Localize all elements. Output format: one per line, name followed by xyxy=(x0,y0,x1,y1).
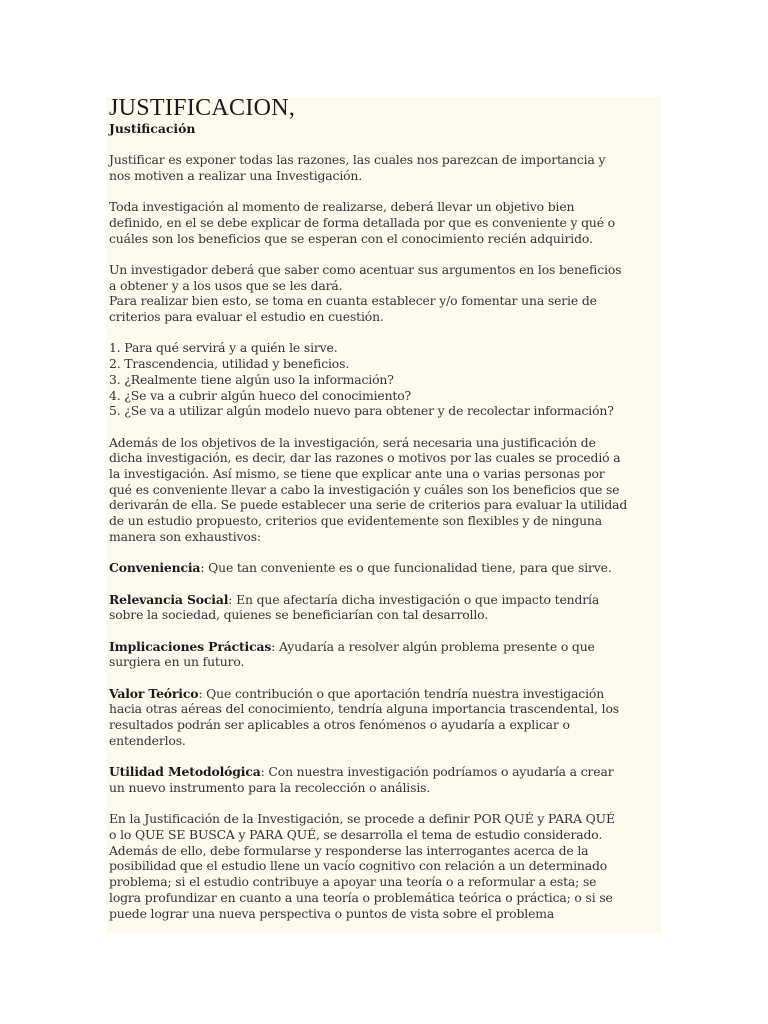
list-item: 2. Trascendencia, utilidad y beneficios. xyxy=(109,356,350,372)
text-line: criterios para evaluar el estudio en cuestión. xyxy=(109,309,384,324)
text-line: problema; si el estudio contribuye a apoyar una teoría o a reformular a esta; se xyxy=(109,874,597,890)
criterion-description: : Ayudaría a resolver algún problema presente o que xyxy=(271,638,595,654)
text-line: derivarán de ella. Se puede establecer una serie de criterios para evaluar la utilidad xyxy=(109,497,628,513)
criterion-description: : Con nuestra investigación podríamos o ayudaría a crear xyxy=(260,764,614,780)
text-line xyxy=(109,592,657,608)
text-line: definido, en el se debe explicar de forma detallada por que es conveniente y qué o xyxy=(109,214,615,230)
criterion-relevancia-social xyxy=(109,592,657,623)
text-line: hacia otras aéreas del conocimiento, tendría alguna importancia trascendental, los xyxy=(109,701,619,717)
text-line: cuáles son los beneficios que se esperan con el conocimiento recién adquirido. xyxy=(109,230,593,246)
criterion-implicaciones-practicas xyxy=(109,639,657,670)
text-line: un nuevo instrumento para la recolección o análisis. xyxy=(109,779,431,795)
list-item: 3. ¿Realmente tiene algún uso la información? xyxy=(109,371,394,387)
text-line: sobre la sociedad, quienes se beneficiarían con tal desarrollo. xyxy=(109,607,489,623)
text-line: a obtener y a los usos que se les dará. xyxy=(109,277,343,293)
text-line xyxy=(109,560,657,576)
text-line: En la Justificación de la Investigación, se procede a definir POR QUÉ y PARA QUÉ xyxy=(109,811,615,827)
intro-paragraph xyxy=(109,152,657,183)
document-title: JUSTIFICACION, xyxy=(109,97,296,121)
text-line: surgiera en un futuro. xyxy=(109,654,245,670)
criteria-list xyxy=(109,340,657,419)
text-line: logra profundizar en cuanto a una teoría o problemática teórica o práctica; o si se xyxy=(109,889,613,905)
text-line: manera son exhaustivos: xyxy=(109,528,261,544)
text-line xyxy=(109,639,657,655)
text-line: posibilidad que el estudio llene un vacío cognitivo con relación a un determinado xyxy=(109,858,608,874)
document-body xyxy=(109,152,657,921)
text-line: Además de ello, debe formularse y responderse las interrogantes acerca de la xyxy=(109,842,589,858)
criterion-term: Relevancia Social xyxy=(109,591,229,607)
text-line: puede lograr una nueva perspectiva o puntos de vista sobre el problema xyxy=(109,905,555,921)
text-line: dicha investigación, es decir, dar las razones o motivos por las cuales se procedió a xyxy=(109,450,621,466)
document-subtitle: Justificación xyxy=(109,121,196,136)
text-line: nos motiven a realizar una Investigación. xyxy=(109,167,363,183)
list-item: 4. ¿Se va a cubrir algún hueco del conocimiento? xyxy=(109,387,412,403)
list-item: 5. ¿Se va a utilizar algún modelo nuevo para obtener y de recolectar información? xyxy=(109,403,614,419)
criterion-term: Conveniencia xyxy=(109,560,201,576)
text-line xyxy=(109,764,657,780)
criterion-valor-teorico xyxy=(109,686,657,749)
criterion-description: : En que afectaría dicha investigación o que impacto tendría xyxy=(228,591,600,607)
objective-paragraph xyxy=(109,199,657,246)
text-line: Además de los objetivos de la investigación, será necesaria una justificación de xyxy=(109,434,596,450)
text-line: entenderlos. xyxy=(109,732,186,748)
criterion-conveniencia xyxy=(109,560,657,576)
final-paragraph xyxy=(109,811,657,921)
criterion-term: Utilidad Metodológica xyxy=(109,764,261,780)
list-item: 1. Para qué servirá y a quién le sirve. xyxy=(109,340,338,356)
criterion-utilidad-metodologica xyxy=(109,764,657,795)
text-line: o lo QUE SE BUSCA y PARA QUÉ, se desarrolla el tema de estudio considerado. xyxy=(109,827,603,843)
text-line: Para realizar bien esto, se toma en cuanta establecer y/o fomentar una serie de xyxy=(109,293,597,309)
criterion-description: : Que contribución o que aportación tendría nuestra investigación xyxy=(198,685,605,701)
criterion-description: : Que tan conveniente es o que funcionalidad tiene, para que sirve. xyxy=(200,560,612,576)
text-line: resultados podrán ser aplicables a otros fenómenos o ayudaría a explicar o xyxy=(109,717,570,733)
text-line: de un estudio propuesto, criterios que evidentemente son flexibles y de ninguna xyxy=(109,513,602,529)
researcher-paragraph xyxy=(109,262,657,325)
objectives-paragraph xyxy=(109,435,657,545)
text-line xyxy=(109,686,657,702)
text-line: qué es conveniente llevar a cabo la investigación y cuáles son los beneficios que se xyxy=(109,481,620,497)
criterion-term: Implicaciones Prácticas xyxy=(109,638,272,654)
criterion-term: Valor Teórico xyxy=(109,685,199,701)
text-line: Un investigador deberá que saber como acentuar sus argumentos en los beneficios xyxy=(109,261,622,277)
text-line: la investigación. Así mismo, se tiene que explicar ante una o varias personas por xyxy=(109,466,605,481)
document-page xyxy=(106,97,661,933)
text-line: Toda investigación al momento de realizarse, deberá llevar un objetivo bien xyxy=(109,199,575,215)
text-line: Justificar es exponer todas las razones, las cuales nos parezcan de importancia y xyxy=(109,152,606,167)
